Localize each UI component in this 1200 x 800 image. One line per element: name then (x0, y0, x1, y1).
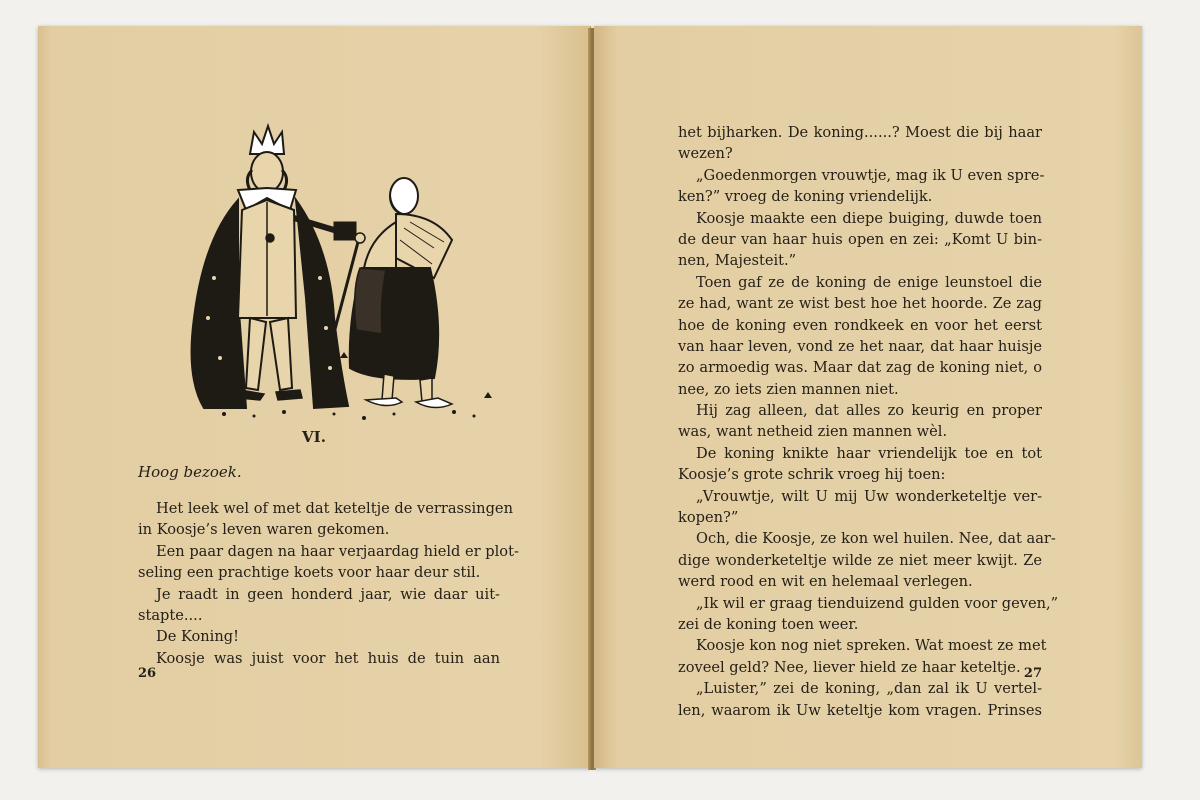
text-line: zo armoedig was. Maar dat zag de koning niet, o (678, 359, 1042, 377)
text-line: zoveel geld? Nee, liever hield ze haar keteltje. (678, 658, 1021, 676)
text-line: de deur van haar huis open en zei: „Komt U bin- (678, 230, 1042, 248)
right-page-body (678, 122, 1059, 721)
text-line: Je raadt in geen honderd jaar, wie daar uit- (156, 585, 500, 603)
text-line: zei de koning toen weer. (678, 615, 859, 633)
text-line: stapte.... (138, 606, 203, 624)
open-book (38, 26, 1148, 778)
text-line: in Koosje’s leven waren gekomen. (138, 521, 390, 539)
text-line: len, waarom ik Uw keteltje kom vragen. Prinses (678, 701, 1042, 719)
text-line: Koosje’s grote schrik vroeg hij toen: (678, 466, 946, 484)
text-line: De koning knikte haar vriendelijk toe en tot (696, 444, 1042, 462)
text-line: Hij zag alleen, dat alles zo keurig en proper (696, 402, 1042, 420)
text-line: ze had, want ze wist best hoe het hoorde. Ze zag (678, 295, 1042, 313)
text-line: De Koning! (156, 628, 239, 646)
text-line: werd rood en wit en helemaal verlegen. (678, 573, 973, 591)
page-number-right: 27 (1023, 666, 1042, 681)
text-line: ken?” vroeg de koning vriendelijk. (678, 188, 933, 206)
text-line: wezen? (678, 145, 733, 163)
chapter-number: VI. (302, 428, 326, 446)
left-page-body (138, 498, 519, 669)
text-line: „Ik wil er graag tienduizend gulden voor geven,” (696, 594, 1059, 612)
text-line: was, want netheid zien mannen wèl. (678, 423, 948, 441)
woman-figure (350, 178, 452, 408)
text-line: Koosje kon nog niet spreken. Wat moest ze met (696, 637, 1047, 655)
text-line: „Goedenmorgen vrouwtje, mag ik U even spre- (696, 166, 1045, 184)
text-line: Toen gaf ze de koning de enige leunstoel die (696, 273, 1042, 291)
chapter-title: Hoog bezoek. (138, 463, 242, 481)
text-line: van haar leven, vond ze het naar, dat haar huisje (678, 337, 1042, 355)
king-figure (192, 126, 365, 408)
text-line: „Luister,” zei de koning, „dan zal ik U vertel- (696, 680, 1042, 698)
text-line: „Vrouwtje, wilt U mij Uw wonderketeltje ver- (696, 487, 1042, 505)
left-page (38, 26, 591, 768)
text-line: kopen?” (678, 509, 739, 527)
text-line: Koosje was juist voor het huis de tuin aan (156, 649, 500, 667)
right-page (594, 26, 1142, 768)
text-line: nee, zo iets zien mannen niet. (678, 380, 899, 398)
text-line: Een paar dagen na haar verjaardag hield er plot- (156, 542, 519, 560)
page-number-left: 26 (138, 666, 157, 681)
text-line: Het leek wel of met dat keteltje de verrassingen (156, 500, 513, 517)
illustration-king-and-woman (134, 118, 506, 428)
text-line: seling een prachtige koets voor haar deur stil. (138, 564, 481, 582)
text-line: dige wonderketeltje wilde ze niet meer kwijt. Ze (678, 551, 1042, 569)
text-line: Och, die Koosje, ze kon wel huilen. Nee, dat aar- (696, 530, 1056, 548)
text-line: hoe de koning even rondkeek en voor het eerst (678, 316, 1042, 334)
text-line: nen, Majesteit.” (678, 252, 797, 270)
text-line: het bijharken. De koning......? Moest die bij haar (678, 124, 1042, 141)
text-line: Koosje maakte een diepe buiging, duwde toen (696, 209, 1042, 227)
